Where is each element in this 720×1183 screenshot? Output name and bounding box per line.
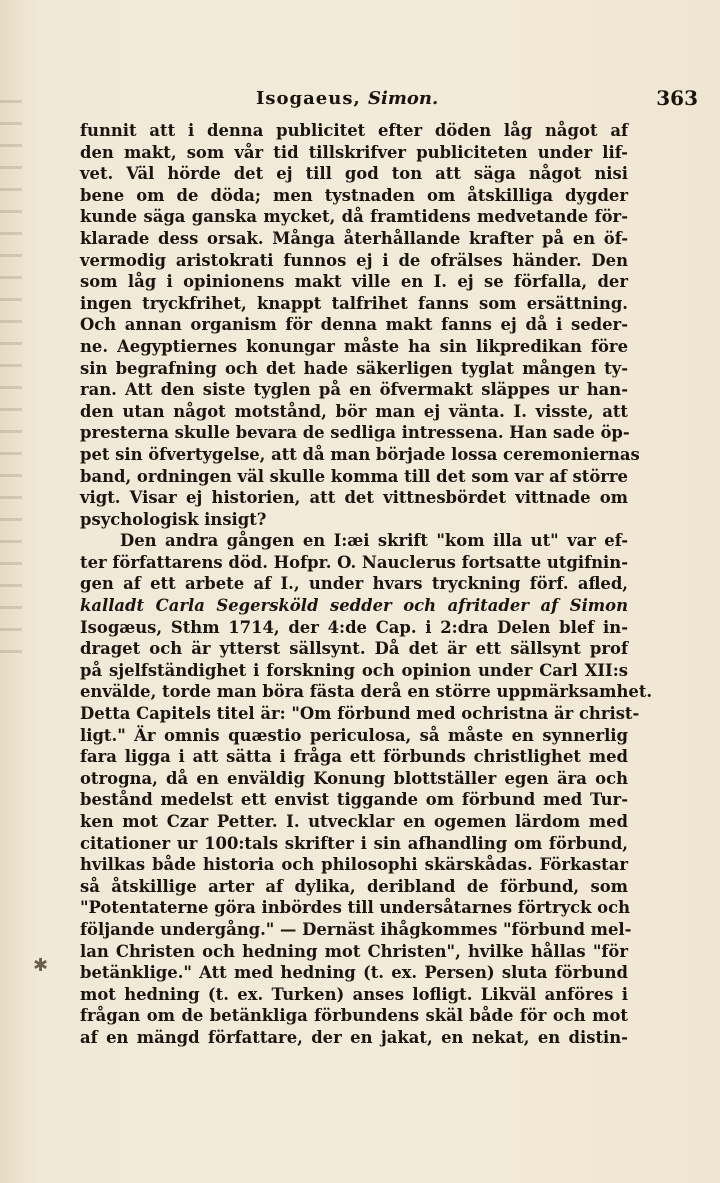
text-line: den utan något motstånd, bör man ej vänta. I. visste, att [80,401,628,421]
running-title-surname: Isogaeus, [256,88,361,109]
text-line: Detta Capitels titel är: "Om förbund med ochristna är christ- [80,704,640,724]
text-line: kalladt Carla Segersköld sedder och afritader af Simon [80,596,628,616]
text-line: "Potentaterne göra inbördes till undersåtarnes förtryck och [80,898,630,918]
text-line: ne. Aegyptiernes konungar måste ha sin likpredikan före [80,336,628,356]
text-line: hvilkas både historia och philosophi skärskådas. Förkastar [80,855,628,875]
text-line: draget och är ytterst sällsynt. Då det är ett sällsynt prof [80,639,628,659]
text-line: lan Christen och hedning mot Christen", hvilke hållas "för [80,941,628,961]
text-line: vet. Väl hörde det ej till god ton att säga något nisi [80,164,628,184]
text-line: bestånd medelst ett envist tiggande om förbund med Tur- [80,790,628,810]
page-header [78,84,708,114]
text-line: vigt. Visar ej historien, att det vittnesbördet vittnade om [80,488,628,508]
text-line: funnit att i denna publicitet efter döden låg något af [80,121,628,140]
text-line: Den andra gången en I:æi skrift "kom illa ut" var ef- [120,531,628,551]
text-line: ligt." Är omnis quæstio periculosa, så måste en synnerlig [80,725,628,745]
running-title-forename: Simon. [368,88,439,109]
text-line: gen af ett arbete af I., under hvars tryckning förf. afled, [80,574,628,594]
text-line: den makt, som vår tid tillskrifver publiciteten under lif- [80,142,628,162]
text-line: kunde säga ganska mycket, då framtidens medvetande för- [80,207,628,227]
text-line: ter författarens död. Hofpr. O. Nauclerus fortsatte utgifnin- [80,552,628,572]
margin-bleed-through [0,100,22,660]
text-line: otrogna, då en enväldig Konung blottställer egen ära och [80,768,628,788]
text-line: ingen tryckfrihet, knappt talfrihet fanns som ersättning. [80,293,628,313]
running-title [256,88,438,109]
text-line: mot hedning (t. ex. Turken) anses lofligt. Likväl anföres i [80,984,628,1004]
ink-mark: ✱ [33,955,49,976]
text-line: vermodig aristokrati funnos ej i de ofrälses händer. Den [80,250,628,270]
text-line: fara ligga i att sätta i fråga ett förbunds christlighet med [80,747,628,767]
text-line: på sjelfständighet i forskning och opinion under Carl XII:s [80,660,628,680]
text-line: betänklige." Att med hedning (t. ex. Persen) sluta förbund [80,963,628,983]
text-line: Och annan organism för denna makt fanns ej då i seder- [80,315,628,335]
text-line: presterna skulle bevara de sedliga intressena. Han sade öp- [80,423,630,443]
text-line: så åtskillige arter af dylika, deribland de förbund, som [80,876,628,896]
text-line: som låg i opinionens makt ville en I. ej se förfalla, der [80,272,628,292]
text-line: bene om de döda; men tystnaden om åtskilliga dygder [80,185,628,205]
page-number: 363 [656,86,698,110]
text-line: frågan om de betänkliga förbundens skäl både för och mot [80,1006,628,1026]
text-line: sin begrafning och det hade säkerligen tyglat mången ty- [80,358,628,378]
body-text [80,120,653,1049]
text-line: psychologisk insigt? [80,509,267,529]
text-line: citationer ur 100:tals skrifter i sin afhandling om förbund, [80,833,628,853]
text-line: Isogæus, Sthm 1714, der 4:de Cap. i 2:dra Delen blef in- [80,617,628,637]
text-line: pet sin öfvertygelse, att då man började lossa ceremoniernas [80,444,640,464]
text-line: envälde, torde man böra fästa derå en större uppmärksamhet. [80,682,653,702]
text-line: af en mängd författare, der en jakat, en nekat, en distin- [80,1027,628,1047]
text-line: klarade dess orsak. Många återhållande krafter på en öf- [80,228,628,248]
text-line: ran. Att den siste tyglen på en öfvermakt släppes ur han- [80,380,628,400]
text-line: band, ordningen väl skulle komma till det som var af större [80,466,628,486]
text-line: ken mot Czar Petter. I. utvecklar en ogemen lärdom med [80,812,628,831]
text-line: följande undergång." — Dernäst ihågkommes "förbund mel- [80,919,632,939]
